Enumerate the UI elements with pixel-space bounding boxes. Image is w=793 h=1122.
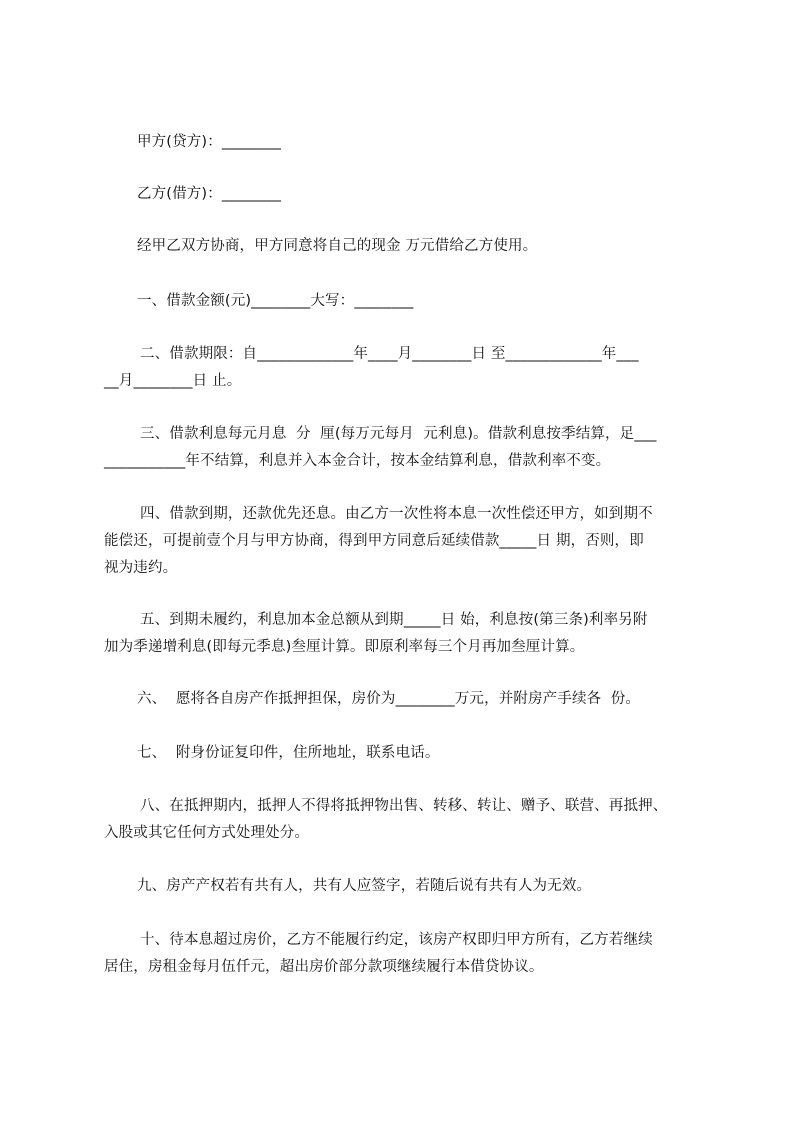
clause-4-line-3: 视为违约。 <box>104 560 178 576</box>
clause-5-line-1: 五、到期未履约，利息加本金总额从到期_____日 始，利息按(第三条)利率另附 <box>140 612 648 628</box>
clause-7-id-copy: 七、 附身份证复印件，住所地址，联系电话。 <box>137 745 440 761</box>
clause-4-line-2: 能偿还，可提前壹个月与甲方协商，得到甲方同意后延续借款_____日 期，否则，即 <box>104 533 644 549</box>
clause-10-line-2: 居住，房租金每月伍仟元，超出房价部分款项继续履行本借贷协议。 <box>104 959 544 975</box>
clause-9-co-owner: 九、房产产权若有共有人，共有人应签字，若随后说有共有人为无效。 <box>137 878 592 894</box>
party-b-line: 乙方(借方)：________ <box>137 186 282 202</box>
party-a-line: 甲方(贷方)：________ <box>137 134 282 150</box>
clause-3-line-1: 三、借款利息每元月息 分 厘(每万元每月 元利息)。借款利息按季结算，足___ <box>140 426 657 442</box>
clause-10-line-1: 十、待本息超过房价，乙方不能履行约定，该房产权即归甲方所有，乙方若继续 <box>140 932 653 948</box>
clause-4-line-1: 四、借款到期，还款优先还息。由乙方一次性将本息一次性偿还甲方，如到期不 <box>140 506 653 522</box>
clause-8-line-2: 入股或其它任何方式处理处分。 <box>104 825 310 841</box>
clause-8-line-1: 八、在抵押期内，抵押人不得将抵押物出售、转移、转让、赠予、联营、再抵押、 <box>140 798 668 814</box>
clause-3-line-2: ___________年不结算，利息并入本金合计，按本金结算利息，借款利率不变。 <box>104 453 611 469</box>
clause-6-mortgage: 六、 愿将各自房产作抵押担保，房价为________万元，并附房产手续各 份。 <box>137 691 641 707</box>
clause-2-line-1: 二、借款期限：自_____________年____月________日 至_____________年___ <box>140 346 639 362</box>
clause-5-line-2: 加为季递增利息(即每元季息)叁厘计算。即原利率每三个月再加叁厘计算。 <box>104 639 585 655</box>
clause-2-line-2: __月________日 止。 <box>104 373 242 389</box>
intro-paragraph: 经甲乙双方协商，甲方同意将自己的现金 万元借给乙方使用。 <box>137 238 538 254</box>
clause-1-loan-amount: 一、借款金额(元)________大写：________ <box>137 293 414 309</box>
